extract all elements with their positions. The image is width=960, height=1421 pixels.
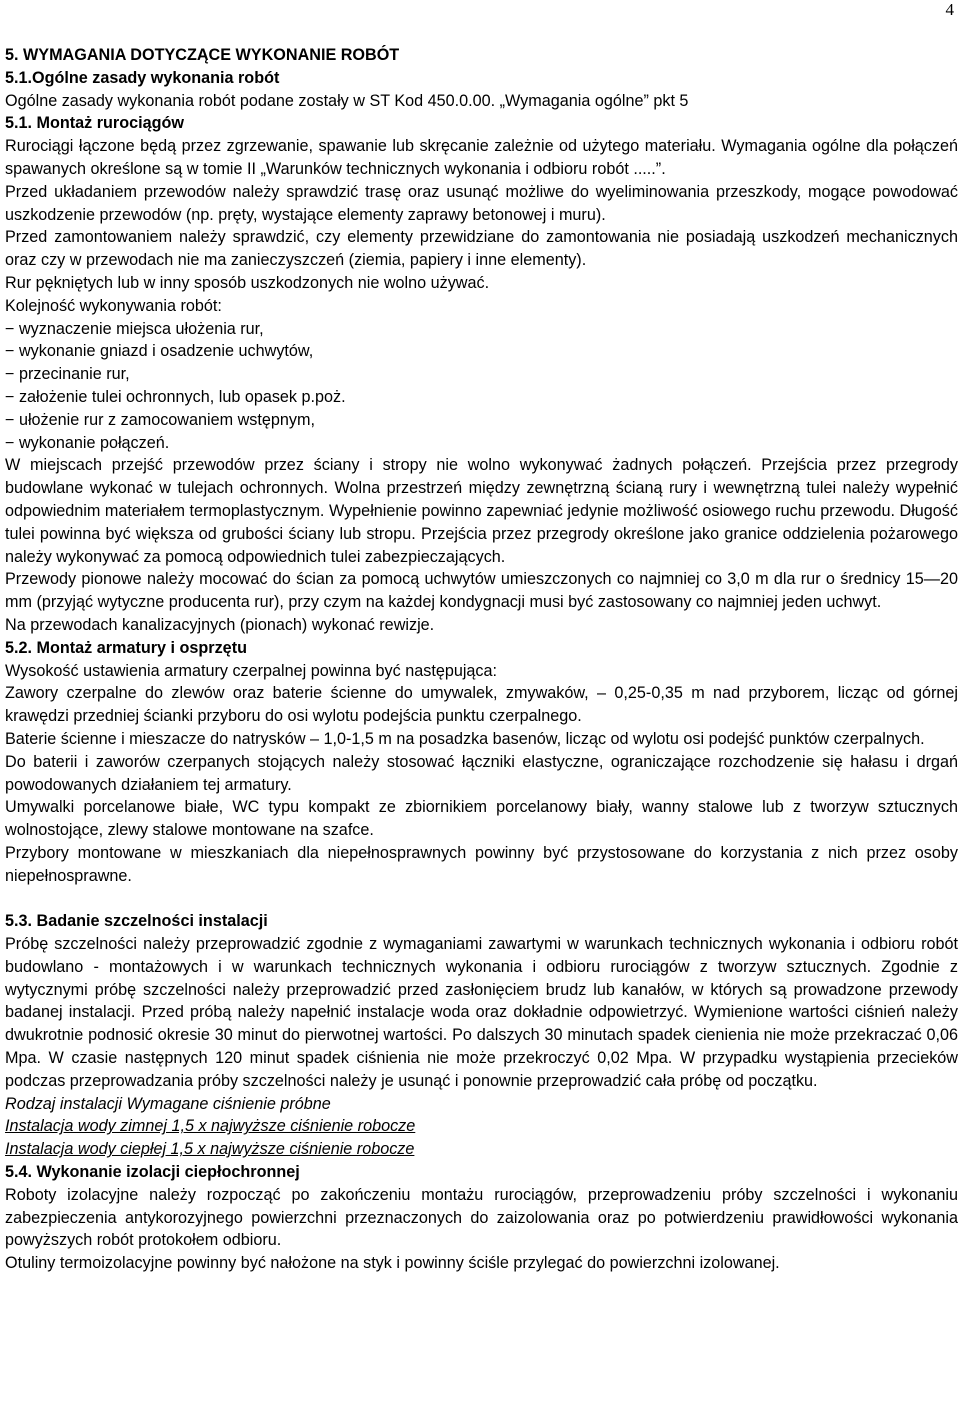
pressure-table-row-cold: Instalacja wody zimnej 1,5 x najwyższe ciśnienie robocze <box>5 1117 416 1136</box>
paragraph-fitting-height: Wysokość ustawienia armatury czerpalnej powinna być następująca: <box>5 661 498 680</box>
page-number: 4 <box>945 0 954 19</box>
list-item: − wykonanie gniazd i osadzenie uchwytów, <box>5 340 958 363</box>
pressure-table-row-hot: Instalacja wody ciepłej 1,5 x najwyższe ciśnienie robocze <box>5 1140 415 1159</box>
section-heading-5-1-pipes: 5.1. Montaż rurociągów <box>5 114 184 133</box>
paragraph-revisions: Na przewodach kanalizacyjnych (pionach) wykonać rewizje. <box>5 615 435 634</box>
section-heading-5-3: 5.3. Badanie szczelności instalacji <box>5 912 268 931</box>
paragraph-disabled-access: Przybory montowane w mieszkaniach dla niepełnosprawnych powinny być przystosowane do korzystania z nich przez osoby niepełnosprawne. <box>5 843 958 885</box>
list-item: − założenie tulei ochronnych, lub opasek p.poż. <box>5 386 958 409</box>
paragraph-wall-passages: W miejscach przejść przewodów przez ściany i stropy nie wolno wykonywać żadnych połączeń. Przejścia przez przegrody budowlane wykonać w tulejach ochronnych. Wolna przestrzeń między zewnętrzną ścianą rury i wewnętrzną tulei należy wypełnić odpowiednim materiałem termoplastycznym. Wypełnienie powinno zapewniać jedynie możliwość osiowego ruchu przewodu. Długość tulei powinna być większa od grubości ściany lub stropu. Przejścia przez przegrody określone jako granice oddzielenia pożarowego należy wykonywać za pomocą odpowiednich tulei zabezpieczających. <box>5 456 958 566</box>
paragraph-pipes-damaged: Rur pękniętych lub w inny sposób uszkodzonych nie wolno używać. <box>5 273 490 292</box>
pressure-table-header: Rodzaj instalacji Wymagane ciśnienie próbne <box>5 1094 331 1113</box>
paragraph-general-rules: Ogólne zasady wykonania robót podane zostały w ST Kod 450.0.00. „Wymagania ogólne” pkt 5 <box>5 91 689 110</box>
list-item: − wyznaczenie miejsca ułożenia rur, <box>5 318 958 341</box>
list-item: − przecinanie rur, <box>5 363 958 386</box>
section-heading-5-2: 5.2. Montaż armatury i osprzętu <box>5 638 247 657</box>
paragraph-pipes-route-check: Przed układaniem przewodów należy sprawdzić trasę oraz usunąć możliwe do wyeliminowania przeszkody, mogące powodować uszkodzenie przewodów (np. pręty, wystające elementy zaprawy betonowej i muru). <box>5 182 958 224</box>
paragraph-work-order-intro: Kolejność wykonywania robót: <box>5 296 222 315</box>
paragraph-pipes-joining: Rurociągi łączone będą przez zgrzewanie, spawanie lub skręcanie zależnie od użytego materiału. Wymagania ogólne dla połączeń spawanych określone są w tomie II „Warunków technicznych wykonania i odbioru robót .....”. <box>5 137 958 178</box>
section-heading-5-4: 5.4. Wykonanie izolacji ciepłochronnej <box>5 1163 300 1182</box>
section-heading-5: 5. WYMAGANIA DOTYCZĄCE WYKONANIE ROBÓT <box>5 46 400 64</box>
document-body <box>5 44 958 1275</box>
paragraph-vertical-pipes: Przewody pionowe należy mocować do ścian za pomocą uchwytów umieszczonych co najmniej co 3,0 m dla rur o średnicy 15—20 mm (przyjąć wytyczne producenta rur), przy czym na każdej kondygnacji musi być zastosowany co najmniej jeden uchwyt. <box>5 570 958 612</box>
paragraph-valves: Zawory czerpalne do zlewów oraz baterie ścienne do umywalek, zmywaków, – 0,25-0,35 m nad przyborem, licząc od górnej krawędzi przedniej ścianki przyboru do osi wylotu podejścia punktu czerpalnego. <box>5 684 958 726</box>
paragraph-sanitary-fixtures: Umywalki porcelanowe białe, WC typu kompakt ze zbiornikiem porcelanowy biały, wanny stalowe lub z tworzyw sztucznych wolnostojące, zlewy stalowe montowane na szafce. <box>5 798 958 840</box>
work-order-list <box>5 318 958 455</box>
list-item: − ułożenie rur z zamocowaniem wstępnym, <box>5 409 958 432</box>
paragraph-insulation-fit: Otuliny termoizolacyjne powinny być nałożone na styk i powinny ściśle przylegać do powierzchni izolowanej. <box>5 1254 780 1273</box>
paragraph-tightness-test: Próbę szczelności należy przeprowadzić zgodnie z wymaganiami zawartymi w warunkach technicznych wykonania i odbioru robót budowlano - montażowych i w warunkach technicznych wykonania i odbioru rurociągów z tworzyw sztucznych. Zgodnie z wytycznymi próbę szczelności należy przeprowadzić przed zasłonięciem brudz lub kanałów, w których są prowadzone przewody badanej instalacji. Przed próbą należy napełnić instalacje woda oraz dokładnie odpowietrzyć. Wymienione wartości ciśnień należy dwukrotnie podnosić okresie 30 minut do pierwotnej wartości. Po dalszych 30 minutach spadek cienienia nie może przekraczać 0,06 Mpa. W czasie następnych 120 minut spadek ciśnienia nie może przekroczyć 0,02 Mpa. W przypadku wystąpienia przecieków podczas przeprowadzania próby szczelności należy je usunąć i ponownie przeprowadzić cała próbę od początku. <box>5 935 958 1090</box>
list-item: − wykonanie połączeń. <box>5 432 958 455</box>
blank-line <box>5 887 958 910</box>
paragraph-pipes-inspection: Przed zamontowaniem należy sprawdzić, czy elementy przewidziane do zamontowania nie posiadają uszkodzeń mechanicznych oraz czy w przewodach nie ma zanieczyszczeń (ziemia, papiery i inne elementy). <box>5 228 958 270</box>
section-heading-5-1-general: 5.1.Ogólne zasady wykonania robót <box>5 68 280 87</box>
paragraph-insulation-start: Roboty izolacyjne należy rozpocząć po zakończeniu montażu rurociągów, przeprowadzeniu próby szczelności i wykonaniu zabezpieczenia antykorozyjnego powierzchni przeznaczonych do zaizolowania oraz po potwierdzeniu prawidłowości wykonania powyższych robót protokołem odbioru. <box>5 1185 958 1250</box>
paragraph-standing-fittings: Do baterii i zaworów czerpanych stojących należy stosować łączniki elastyczne, ograniczające rozchodzenie się hałasu i drgań powodowanych działaniem tej armatury. <box>5 752 958 794</box>
paragraph-shower-mixers: Baterie ścienne i mieszacze do natrysków – 1,0-1,5 m na posadzka basenów, licząc od wylotu osi podejść punktów czerpalnych. <box>5 729 925 748</box>
